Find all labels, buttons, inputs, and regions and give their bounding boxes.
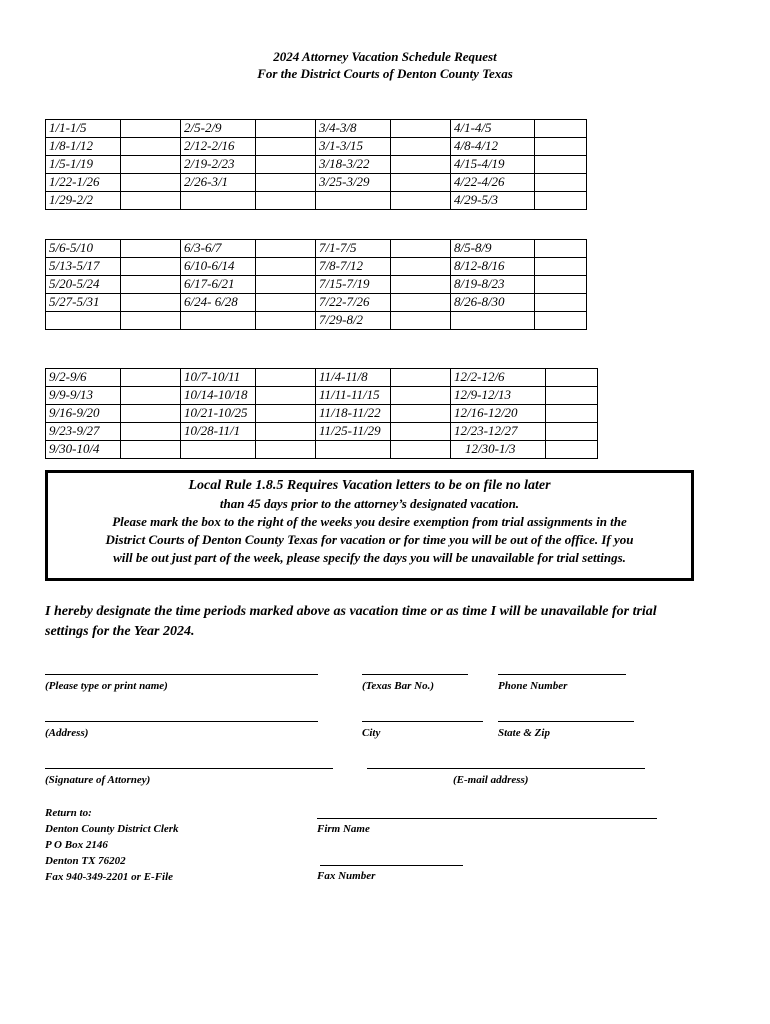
week-checkbox[interactable] bbox=[535, 294, 587, 312]
week-range: 12/30-1/3 bbox=[451, 441, 546, 459]
week-range: 7/22-7/26 bbox=[316, 294, 391, 312]
week-range: 4/8-4/12 bbox=[451, 138, 535, 156]
week-checkbox[interactable] bbox=[391, 441, 451, 459]
week-checkbox[interactable] bbox=[256, 369, 316, 387]
schedule-row bbox=[46, 294, 587, 312]
week-checkbox[interactable] bbox=[391, 120, 451, 138]
week-range: 3/18-3/22 bbox=[316, 156, 391, 174]
week-checkbox[interactable] bbox=[546, 423, 598, 441]
week-range: 3/4-3/8 bbox=[316, 120, 391, 138]
schedule-row bbox=[46, 276, 587, 294]
schedule-row bbox=[46, 138, 587, 156]
return-line-2: P O Box 2146 bbox=[45, 839, 108, 851]
week-range bbox=[181, 192, 256, 210]
notice-line-5: will be out just part of the week, please specify the days you will be unavailable for trial settings. bbox=[113, 550, 626, 565]
address-field[interactable] bbox=[45, 721, 318, 722]
week-range bbox=[181, 312, 256, 330]
week-checkbox[interactable] bbox=[535, 120, 587, 138]
week-checkbox[interactable] bbox=[256, 294, 316, 312]
fax-number-label: Fax Number bbox=[317, 870, 376, 882]
week-range bbox=[451, 312, 535, 330]
week-checkbox[interactable] bbox=[391, 369, 451, 387]
week-checkbox[interactable] bbox=[391, 312, 451, 330]
week-checkbox[interactable] bbox=[546, 387, 598, 405]
week-range: 7/8-7/12 bbox=[316, 258, 391, 276]
return-address bbox=[45, 805, 179, 885]
week-range: 10/28-11/1 bbox=[181, 423, 256, 441]
week-range: 11/25-11/29 bbox=[316, 423, 391, 441]
week-range: 5/27-5/31 bbox=[46, 294, 121, 312]
week-checkbox[interactable] bbox=[546, 441, 598, 459]
week-range: 9/2-9/6 bbox=[46, 369, 121, 387]
week-checkbox[interactable] bbox=[391, 156, 451, 174]
designation-line-2: settings for the Year 2024. bbox=[45, 624, 195, 639]
signature-label: (Signature of Attorney) bbox=[45, 774, 151, 786]
week-range: 5/6-5/10 bbox=[46, 240, 121, 258]
designation-statement bbox=[45, 602, 735, 642]
week-checkbox[interactable] bbox=[391, 405, 451, 423]
week-range: 8/5-8/9 bbox=[451, 240, 535, 258]
week-range: 2/19-2/23 bbox=[181, 156, 256, 174]
week-checkbox[interactable] bbox=[121, 258, 181, 276]
city-label: City bbox=[362, 727, 381, 739]
week-range: 4/29-5/3 bbox=[451, 192, 535, 210]
city-field[interactable] bbox=[362, 721, 483, 722]
email-label: (E-mail address) bbox=[453, 774, 529, 786]
week-checkbox[interactable] bbox=[256, 276, 316, 294]
week-range: 12/23-12/27 bbox=[451, 423, 546, 441]
week-checkbox[interactable] bbox=[391, 240, 451, 258]
phone-field[interactable] bbox=[498, 674, 626, 675]
week-checkbox[interactable] bbox=[121, 405, 181, 423]
week-range: 1/22-1/26 bbox=[46, 174, 121, 192]
week-range bbox=[316, 192, 391, 210]
return-heading: Return to: bbox=[45, 807, 92, 819]
week-checkbox[interactable] bbox=[121, 120, 181, 138]
week-range: 8/26-8/30 bbox=[451, 294, 535, 312]
week-checkbox[interactable] bbox=[535, 258, 587, 276]
address-label: (Address) bbox=[45, 727, 89, 739]
local-rule-notice bbox=[45, 470, 694, 581]
week-checkbox[interactable] bbox=[121, 192, 181, 210]
week-checkbox[interactable] bbox=[256, 120, 316, 138]
week-range: 11/4-11/8 bbox=[316, 369, 391, 387]
week-range: 8/12-8/16 bbox=[451, 258, 535, 276]
week-range: 9/30-10/4 bbox=[46, 441, 121, 459]
week-range: 5/20-5/24 bbox=[46, 276, 121, 294]
week-range: 9/9-9/13 bbox=[46, 387, 121, 405]
week-checkbox[interactable] bbox=[121, 174, 181, 192]
week-checkbox[interactable] bbox=[546, 369, 598, 387]
week-checkbox[interactable] bbox=[256, 192, 316, 210]
week-range: 5/13-5/17 bbox=[46, 258, 121, 276]
week-range bbox=[46, 312, 121, 330]
week-checkbox[interactable] bbox=[121, 240, 181, 258]
schedule-row bbox=[46, 156, 587, 174]
notice-line-1: Local Rule 1.8.5 Requires Vacation letters to be on file no later bbox=[188, 478, 551, 493]
week-range: 10/21-10/25 bbox=[181, 405, 256, 423]
week-range: 1/29-2/2 bbox=[46, 192, 121, 210]
week-checkbox[interactable] bbox=[256, 405, 316, 423]
week-range: 6/10-6/14 bbox=[181, 258, 256, 276]
bar-number-label: (Texas Bar No.) bbox=[362, 680, 435, 692]
week-checkbox[interactable] bbox=[256, 174, 316, 192]
week-checkbox[interactable] bbox=[121, 156, 181, 174]
week-range: 4/22-4/26 bbox=[451, 174, 535, 192]
state-zip-label: State & Zip bbox=[498, 727, 550, 739]
week-checkbox[interactable] bbox=[256, 258, 316, 276]
week-range: 4/1-4/5 bbox=[451, 120, 535, 138]
schedule-row bbox=[46, 312, 587, 330]
fax-number-field[interactable] bbox=[320, 865, 463, 866]
week-range: 2/26-3/1 bbox=[181, 174, 256, 192]
schedule-table-sep-dec bbox=[45, 368, 598, 459]
week-checkbox[interactable] bbox=[256, 138, 316, 156]
week-range: 7/1-7/5 bbox=[316, 240, 391, 258]
schedule-row bbox=[46, 441, 598, 459]
week-checkbox[interactable] bbox=[256, 312, 316, 330]
week-range: 11/11-11/15 bbox=[316, 387, 391, 405]
week-checkbox[interactable] bbox=[256, 441, 316, 459]
week-range: 10/14-10/18 bbox=[181, 387, 256, 405]
designation-line-1: I hereby designate the time periods marked above as vacation time or as time I will be unavailable for trial bbox=[45, 604, 657, 619]
week-checkbox[interactable] bbox=[391, 423, 451, 441]
week-checkbox[interactable] bbox=[391, 138, 451, 156]
week-checkbox[interactable] bbox=[391, 387, 451, 405]
week-checkbox[interactable] bbox=[121, 423, 181, 441]
week-range: 4/15-4/19 bbox=[451, 156, 535, 174]
week-checkbox[interactable] bbox=[391, 276, 451, 294]
email-field[interactable] bbox=[367, 768, 645, 769]
week-checkbox[interactable] bbox=[391, 174, 451, 192]
week-checkbox[interactable] bbox=[535, 156, 587, 174]
week-range: 2/5-2/9 bbox=[181, 120, 256, 138]
week-checkbox[interactable] bbox=[535, 174, 587, 192]
notice-line-3: Please mark the box to the right of the weeks you desire exemption from trial assignments in the bbox=[112, 514, 627, 529]
week-range: 9/16-9/20 bbox=[46, 405, 121, 423]
week-range bbox=[181, 441, 256, 459]
week-checkbox[interactable] bbox=[121, 138, 181, 156]
week-range: 12/9-12/13 bbox=[451, 387, 546, 405]
week-checkbox[interactable] bbox=[535, 276, 587, 294]
week-checkbox[interactable] bbox=[535, 312, 587, 330]
return-line-4: Fax 940-349-2201 or E-File bbox=[45, 871, 174, 883]
week-checkbox[interactable] bbox=[121, 441, 181, 459]
week-range: 9/23-9/27 bbox=[46, 423, 121, 441]
week-checkbox[interactable] bbox=[121, 276, 181, 294]
week-range: 2/12-2/16 bbox=[181, 138, 256, 156]
week-checkbox[interactable] bbox=[535, 138, 587, 156]
name-label: (Please type or print name) bbox=[45, 680, 168, 692]
return-line-3: Denton TX 76202 bbox=[45, 855, 126, 867]
week-checkbox[interactable] bbox=[256, 387, 316, 405]
week-checkbox[interactable] bbox=[256, 240, 316, 258]
week-checkbox[interactable] bbox=[121, 369, 181, 387]
week-checkbox[interactable] bbox=[121, 294, 181, 312]
week-checkbox[interactable] bbox=[121, 312, 181, 330]
schedule-row bbox=[46, 387, 598, 405]
week-range: 12/16-12/20 bbox=[451, 405, 546, 423]
name-field[interactable] bbox=[45, 674, 318, 675]
form-subtitle: For the District Courts of Denton County Texas bbox=[257, 66, 513, 81]
week-checkbox[interactable] bbox=[391, 258, 451, 276]
week-range: 6/24- 6/28 bbox=[181, 294, 256, 312]
bar-number-field[interactable] bbox=[362, 674, 468, 675]
return-line-1: Denton County District Clerk bbox=[45, 823, 179, 835]
schedule-row bbox=[46, 405, 598, 423]
week-range: 6/17-6/21 bbox=[181, 276, 256, 294]
week-range: 3/25-3/29 bbox=[316, 174, 391, 192]
week-checkbox[interactable] bbox=[391, 294, 451, 312]
schedule-row bbox=[46, 423, 598, 441]
firm-name-field[interactable] bbox=[317, 818, 657, 819]
firm-name-label: Firm Name bbox=[317, 823, 370, 835]
schedule-row bbox=[46, 192, 587, 210]
week-checkbox[interactable] bbox=[121, 387, 181, 405]
week-range: 11/18-11/22 bbox=[316, 405, 391, 423]
week-range: 1/1-1/5 bbox=[46, 120, 121, 138]
form-title: 2024 Attorney Vacation Schedule Request bbox=[273, 49, 497, 64]
week-range: 1/8-1/12 bbox=[46, 138, 121, 156]
state-zip-field[interactable] bbox=[498, 721, 634, 722]
schedule-row bbox=[46, 369, 598, 387]
schedule-table-may-aug bbox=[45, 239, 587, 330]
week-checkbox[interactable] bbox=[535, 240, 587, 258]
notice-line-2: than 45 days prior to the attorney’s designated vacation. bbox=[219, 496, 520, 511]
week-range: 3/1-3/15 bbox=[316, 138, 391, 156]
week-checkbox[interactable] bbox=[256, 423, 316, 441]
signature-field[interactable] bbox=[45, 768, 333, 769]
week-range: 8/19-8/23 bbox=[451, 276, 535, 294]
week-checkbox[interactable] bbox=[256, 156, 316, 174]
schedule-row bbox=[46, 240, 587, 258]
schedule-row bbox=[46, 174, 587, 192]
week-checkbox[interactable] bbox=[546, 405, 598, 423]
week-range: 6/3-6/7 bbox=[181, 240, 256, 258]
week-range: 10/7-10/11 bbox=[181, 369, 256, 387]
schedule-row bbox=[46, 120, 587, 138]
week-range: 7/29-8/2 bbox=[316, 312, 391, 330]
week-range: 1/5-1/19 bbox=[46, 156, 121, 174]
week-checkbox[interactable] bbox=[391, 192, 451, 210]
phone-label: Phone Number bbox=[498, 680, 568, 692]
week-checkbox[interactable] bbox=[535, 192, 587, 210]
week-range: 12/2-12/6 bbox=[451, 369, 546, 387]
week-range: 7/15-7/19 bbox=[316, 276, 391, 294]
schedule-row bbox=[46, 258, 587, 276]
schedule-table-jan-apr bbox=[45, 119, 587, 210]
week-range bbox=[316, 441, 391, 459]
notice-line-4: District Courts of Denton County Texas for vacation or for time you will be out of the office. If you bbox=[105, 532, 634, 547]
